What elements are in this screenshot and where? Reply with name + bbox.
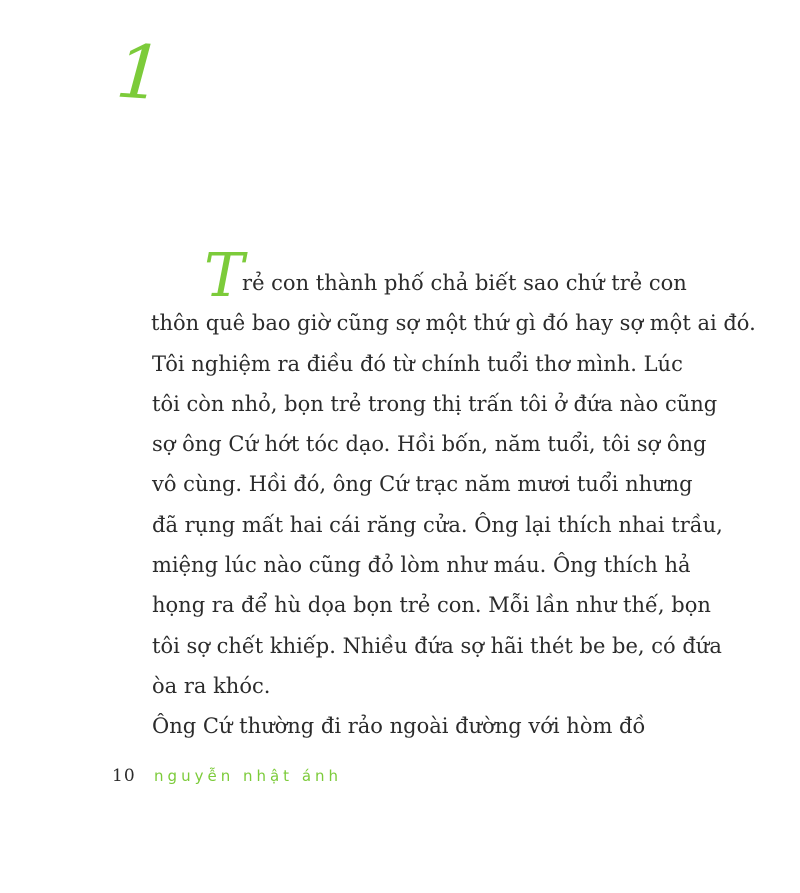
text-line-7: đã rụng mất hai cái răng cửa. Ông lại thích nhai trầu,	[152, 512, 723, 537]
page-number: 10	[112, 766, 136, 786]
author-name: nguyễn nhật ánh	[154, 767, 343, 785]
text-line-2: thôn quê bao giờ cũng sợ một thứ gì đó hay sợ một ai đó.	[151, 311, 756, 336]
text-line-4: tôi còn nhỏ, bọn trẻ trong thị trấn tôi ở đứa nào cũng	[152, 391, 718, 416]
page-footer	[112, 766, 342, 786]
drop-cap: T	[204, 241, 245, 311]
text-line-5: sợ ông Cứ hớt tóc dạo. Hồi bốn, năm tuổi, tôi sợ ông	[152, 432, 707, 457]
body-text	[151, 240, 756, 757]
text-line-6: vô cùng. Hồi đó, ông Cứ trạc năm mươi tuổi nhưng	[152, 472, 693, 497]
text-line-9: họng ra để hù dọa bọn trẻ con. Mỗi lần như thế, bọn	[152, 593, 711, 618]
text-line-1	[152, 240, 692, 311]
text-line-8: miệng lúc nào cũng đỏ lòm như máu. Ông thích hả	[152, 553, 691, 578]
text-line-11: òa ra khóc.	[152, 673, 271, 698]
text-line-3: Tôi nghiệm ra điều đó từ chính tuổi thơ mình. Lúc	[152, 351, 683, 376]
text-line-12: Ông Cứ thường đi rảo ngoài đường với hòm đồ	[152, 714, 646, 739]
text-line-10: tôi sợ chết khiếp. Nhiều đứa sợ hãi thét be be, có đứa	[152, 633, 722, 658]
chapter-number: 1	[113, 28, 167, 118]
text-line-1-rest: rẻ con thành phố chả biết sao chứ trẻ con	[242, 271, 687, 295]
